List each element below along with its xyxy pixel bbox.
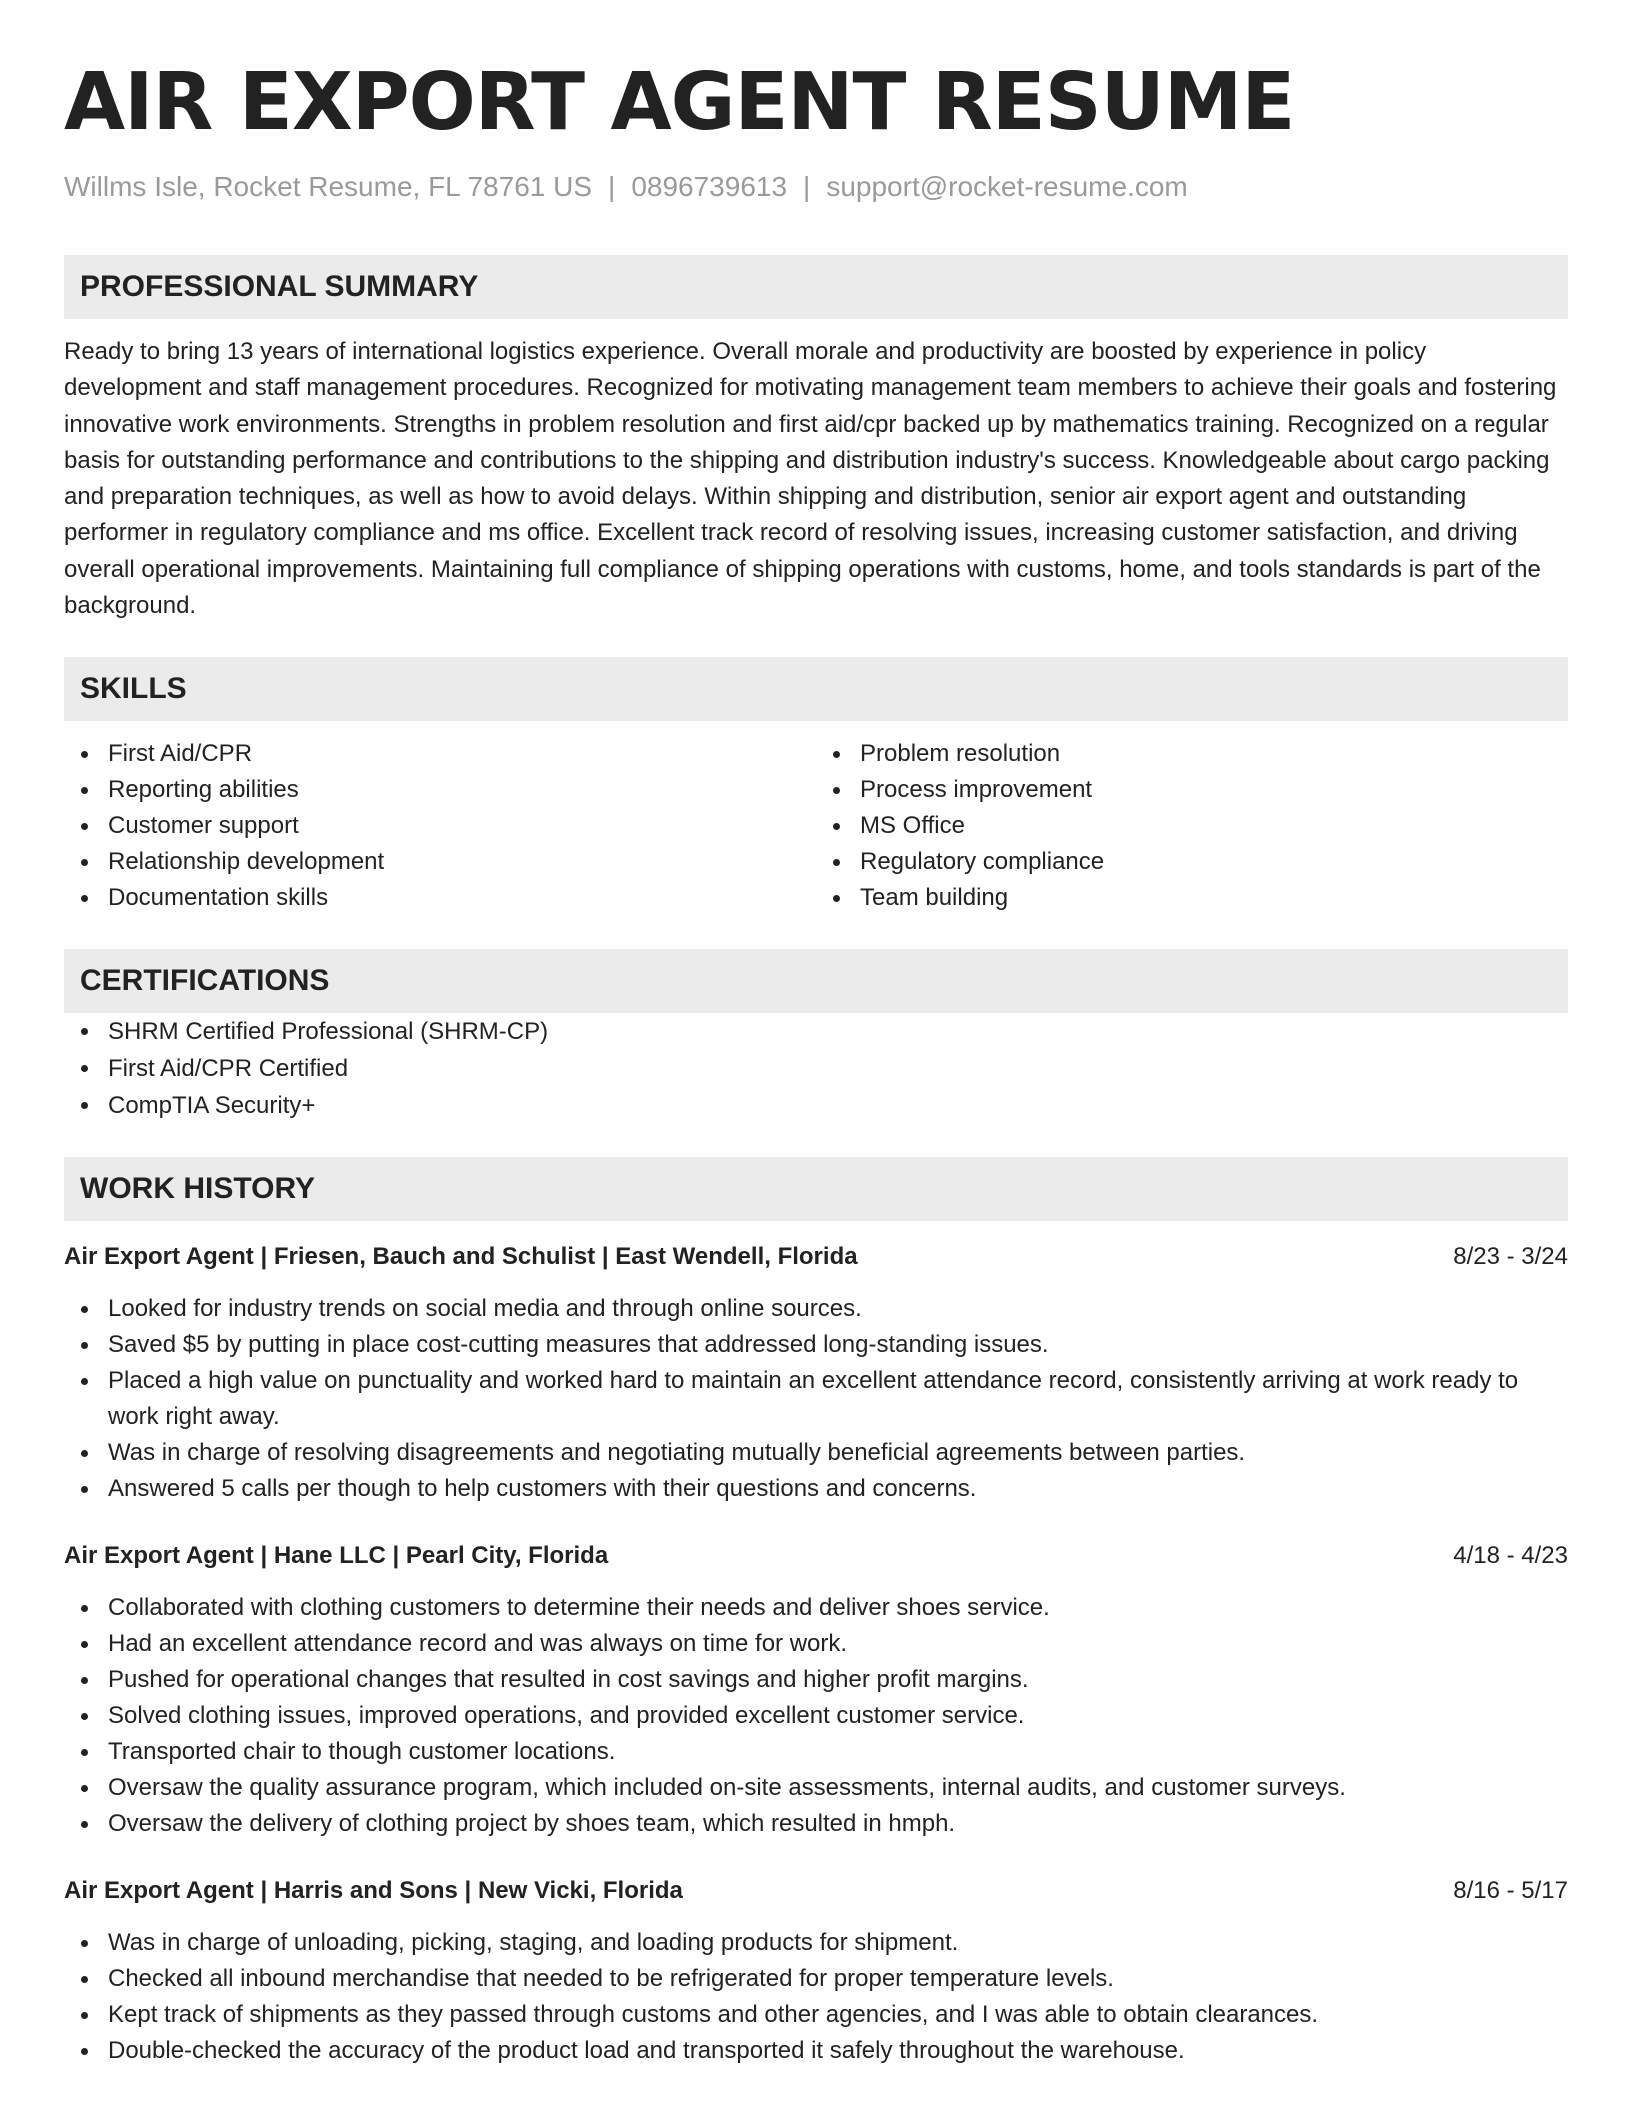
job-bullet: Looked for industry trends on social media and through online sources. bbox=[64, 1291, 1568, 1327]
job-header bbox=[64, 1538, 1568, 1574]
contact-separator: | bbox=[608, 171, 616, 202]
summary-heading: PROFESSIONAL SUMMARY bbox=[64, 255, 1568, 319]
certifications-heading: CERTIFICATIONS bbox=[64, 949, 1568, 1013]
job-bullet: Saved $5 by putting in place cost-cutting measures that addressed long-standing issues. bbox=[64, 1327, 1568, 1363]
job-bullet: Placed a high value on punctuality and worked hard to maintain an excellent attendance record, consistently arriving at work ready to work right away. bbox=[64, 1363, 1568, 1435]
certification-item: CompTIA Security+ bbox=[64, 1087, 1568, 1124]
skill-item: First Aid/CPR bbox=[64, 736, 816, 772]
job-title: Air Export Agent | Harris and Sons | New Vicki, Florida bbox=[64, 1877, 683, 1905]
job-bullet: Was in charge of unloading, picking, staging, and loading products for shipment. bbox=[64, 1925, 1568, 1961]
skills-list-right bbox=[816, 736, 1568, 916]
job-dates: 8/23 - 3/24 bbox=[1453, 1243, 1568, 1271]
job-entry bbox=[64, 1873, 1568, 2069]
skill-item: Documentation skills bbox=[64, 880, 816, 916]
skills-column-left bbox=[64, 736, 816, 916]
job-dates: 4/18 - 4/23 bbox=[1453, 1542, 1568, 1570]
job-bullet: Was in charge of resolving disagreements and negotiating mutually beneficial agreements between parties. bbox=[64, 1435, 1568, 1471]
contact-email: support@rocket-resume.com bbox=[826, 171, 1188, 202]
job-bullet: Oversaw the delivery of clothing project by shoes team, which resulted in hmph. bbox=[64, 1806, 1568, 1842]
skills-list-left bbox=[64, 736, 816, 916]
skill-item: Regulatory compliance bbox=[816, 844, 1568, 880]
summary-text: Ready to bring 13 years of international logistics experience. Overall morale and productivity are boosted by experience in policy development and staff management procedures. Recognized for motivating management team members to achieve their goals and fostering innovative work environments. Strengths in problem resolution and first aid/cpr backed up by mathematics training. Recognized on a regular basis for outstanding performance and contributions to the shipping and distribution industry's success. Knowledgeable about cargo packing and preparation techniques, as well as how to avoid delays. Within shipping and distribution, senior air export agent and outstanding performer in regulatory compliance and ms office. Excellent track record of resolving issues, increasing customer satisfaction, and driving overall operational improvements. Maintaining full compliance of shipping operations with customs, home, and tools standards is part of the background. bbox=[64, 338, 1557, 620]
job-bullet: Pushed for operational changes that resulted in cost savings and higher profit margins. bbox=[64, 1662, 1568, 1698]
job-bullet: Transported chair to though customer locations. bbox=[64, 1734, 1568, 1770]
job-entry bbox=[64, 1538, 1568, 1842]
job-bullets bbox=[64, 1925, 1568, 2069]
job-bullets bbox=[64, 1291, 1568, 1507]
skill-item: MS Office bbox=[816, 808, 1568, 844]
job-bullet: Oversaw the quality assurance program, which included on-site assessments, internal audits, and customer surveys. bbox=[64, 1770, 1568, 1806]
job-bullets bbox=[64, 1590, 1568, 1842]
skill-item: Relationship development bbox=[64, 844, 816, 880]
contact-line bbox=[64, 170, 1568, 204]
job-bullet: Solved clothing issues, improved operations, and provided excellent customer service. bbox=[64, 1698, 1568, 1734]
work-history-heading: WORK HISTORY bbox=[64, 1157, 1568, 1221]
skills-heading: SKILLS bbox=[64, 657, 1568, 721]
contact-separator: | bbox=[803, 171, 811, 202]
job-dates: 8/16 - 5/17 bbox=[1453, 1877, 1568, 1905]
contact-phone: 0896739613 bbox=[631, 171, 788, 202]
job-bullet: Checked all inbound merchandise that needed to be refrigerated for proper temperature levels. bbox=[64, 1961, 1568, 1997]
skill-item: Reporting abilities bbox=[64, 772, 816, 808]
job-bullet: Double-checked the accuracy of the product load and transported it safely throughout the warehouse. bbox=[64, 2033, 1568, 2069]
job-bullet: Had an excellent attendance record and was always on time for work. bbox=[64, 1626, 1568, 1662]
job-entry bbox=[64, 1239, 1568, 1507]
skill-item: Problem resolution bbox=[816, 736, 1568, 772]
skills-grid bbox=[64, 736, 1568, 916]
job-bullet: Collaborated with clothing customers to determine their needs and deliver shoes service. bbox=[64, 1590, 1568, 1626]
certifications-list bbox=[64, 1013, 1568, 1124]
skill-item: Customer support bbox=[64, 808, 816, 844]
skill-item: Team building bbox=[816, 880, 1568, 916]
certification-item: SHRM Certified Professional (SHRM-CP) bbox=[64, 1013, 1568, 1050]
job-title: Air Export Agent | Friesen, Bauch and Schulist | East Wendell, Florida bbox=[64, 1243, 858, 1271]
job-header bbox=[64, 1873, 1568, 1909]
job-header bbox=[64, 1239, 1568, 1275]
resume-title: AIR EXPORT AGENT RESUME bbox=[64, 56, 1295, 148]
certification-item: First Aid/CPR Certified bbox=[64, 1050, 1568, 1087]
skills-column-right bbox=[816, 736, 1568, 916]
job-bullet: Answered 5 calls per though to help customers with their questions and concerns. bbox=[64, 1471, 1568, 1507]
contact-address: Willms Isle, Rocket Resume, FL 78761 US bbox=[64, 171, 593, 202]
job-title: Air Export Agent | Hane LLC | Pearl City, Florida bbox=[64, 1542, 609, 1570]
job-bullet: Kept track of shipments as they passed through customs and other agencies, and I was able to obtain clearances. bbox=[64, 1997, 1568, 2033]
skill-item: Process improvement bbox=[816, 772, 1568, 808]
